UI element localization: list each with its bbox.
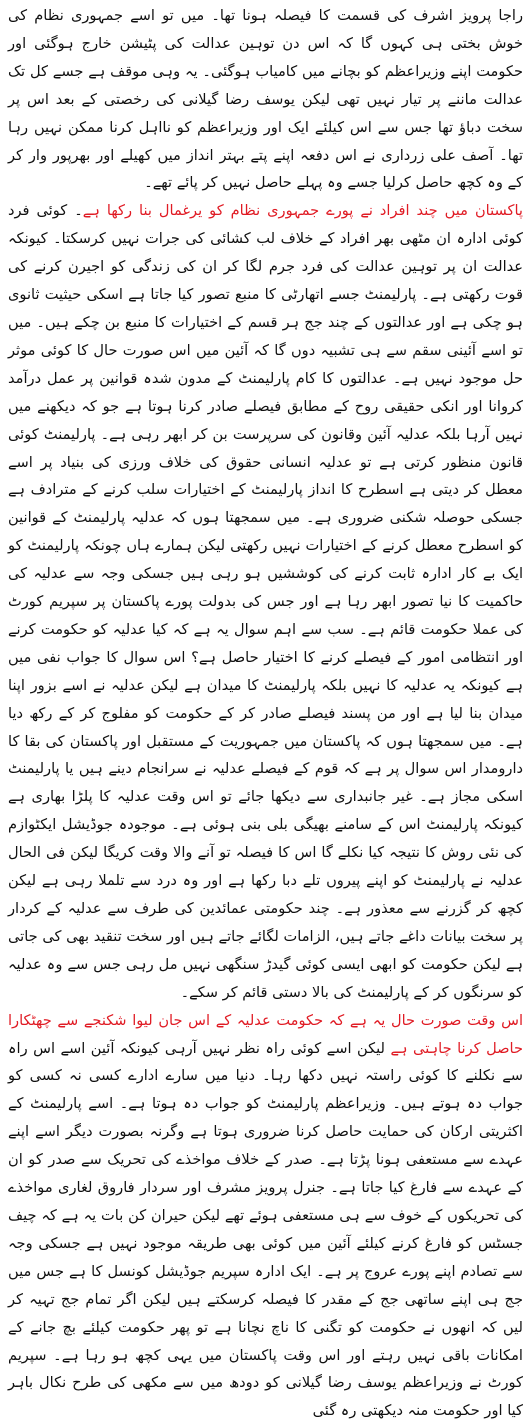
highlighted-lead-sentence: پاکستان میں چند افراد نے پورے جمہوری نظام کو یرغمال بنا رکھا ہے [82,202,523,220]
article-paragraph-1 [8,2,523,197]
paragraph-2-text: ۔ کوئی فرد کوئی ادارہ ان مٹھی بھر افراد کے خلاف لب کشائی کی جرات نہیں کرسکتا۔ کیونکہ عدالت ان پر توہین عدالت کی فرد جرم لگا کر ان کی زندگی کو اجیرن کرنے کی قوت رکھتی ہے۔ پارلیمنٹ جسے اتھارٹی کا منبع تصور کیا جاتا ہے اسکی حیثیت ثانوی ہو چکی ہے اور عدالتوں کے چند جج ہر قسم کے اختیارات کا منبع بن چکے ہیں۔ میں تو اسے آئینی سقم سے ہی تشبیہ دوں گا کہ آئین میں اس صورت حال کا کوئی موثر حل موجود نہیں ہے۔ عدالتوں کا کام پارلیمنٹ کے مدون شدہ قوانین پر عمل درآمد کروانا اور انکی حقیقی روح کے مطابق فیصلے صادر کرنا ہوتا ہے جو کہ دیکھنے میں نہیں آرہا بلکہ عدلیہ آئین وقانون کی سرپرست بن کر ابھر رہی ہے۔ پارلیمنٹ کوئی قانون منظور کرتی ہے تو عدلیہ انسانی حقوق کی خلاف ورزی کی بنیاد پر اسے معطل کر دیتی ہے اسطرح کا انداز پارلیمنٹ کے اختیارات سلب کرنے کے مترادف ہے جسکی حوصلہ شکنی ضروری ہے۔ میں سمجھتا ہوں کہ عدلیہ پارلیمنٹ کے قوانین کو اسطرح معطل کرنے کے اختیارات نہیں رکھتی لیکن ہمارے ہاں چونکہ پارلیمنٹ کو ایک بے کار ادارہ ثابت کرنے کی کوششیں ہو رہی ہیں جسکی وجہ سے عدلیہ کی حاکمیت کا نیا تصور ابھر رہا ہے اور جس کی بدولت پورے پاکستان پر سپریم کورٹ کی عملا حکومت قائم ہے۔ سب سے اہم سوال یہ ہے کہ کیا عدلیہ کو حکومت کرنے اور انتظامی امور کے فیصلے کرنے کا اختیار حاصل ہے؟ اس سوال کا جواب نفی میں ہے کیونکہ یہ عدلیہ کا نہیں بلکہ پارلیمنٹ کا میدان ہے لیکن عدلیہ نے اسے بزور اپنا میدان بنا لیا ہے اور من پسند فیصلے صادر کر کے حکومت کو مفلوج کر کے رکھ دیا ہے۔ میں سمجھتا ہوں کہ پاکستان میں جمہوریت کے مستقبل اور پاکستان کی بقا کا دارومدار اس سوال پر ہے کہ قوم کے فیصلے عدلیہ نے سرانجام دینے ہیں یا پارلیمنٹ اسکی مجاز ہے۔ غیر جانبداری سے دیکھا جائے تو اس وقت عدلیہ کا پلڑا بھاری ہے کیونکہ پارلیمنٹ اس کے سامنے بھیگی بلی بنی ہوئی ہے۔ موجودہ جوڈیشل ایکٹوازم کی نئی روش کا نتیجہ کیا نکلے گا اس کا فیصلہ تو آنے والا وقت کریگا لیکن فی الحال عدلیہ نے پارلیمنٹ کو اپنے پیروں تلے دبا رکھا ہے اور وہ درد سے تلملا رہی ہے لیکن کچھ کر گزرنے سے معذور ہے۔ چند حکومتی عمائدین کی طرف سے عدلیہ کے کردار پر سخت بیانات داغے جاتے ہیں، الزامات لگائے جاتے ہیں اور سخت تنقید بھی کی جاتی ہے لیکن حکومت کو ابھی ایسی کوئی گیدڑ سنگھی نہیں مل رہی جس سے وہ عدلیہ کو سرنگوں کر کے پارلیمنٹ کی بالا دستی قائم کر سکے۔ [8,202,523,1001]
paragraph-1-text: راجا پرویز اشرف کی قسمت کا فیصلہ ہونا تھا۔ میں تو اسے جمہوری نظام کی خوش بختی ہی کہوں گا کہ اس دن توہین عدالت کی پٹیشن خارج ہوگئی اور حکومت اپنے وزیراعظم کو بچانے میں کامیاب ہوگئی۔ یہ وہی موقف ہے جسے کل تک عدالت ماننے پر تیار نہیں تھی لیکن یوسف رضا گیلانی کی رخصتی کے بعد اس پر سخت دباؤ تھا جس سے اس کیلئے ایک اور وزیراعظم کو نااہل کرنا ممکن نہیں رہا تھا۔ آصف علی زرداری نے اس دفعہ اپنے پتے بہتر انداز میں کھیلے اور بھرپور وار کر کے وہ کچھ حاصل کرلیا جسے وہ پہلے حاصل نہیں کر پائے تھے۔ [8,7,523,192]
paragraph-3-text: لیکن اسے کوئی راہ نظر نہیں آرہی کیونکہ آئین اسے اس راہ سے نکلنے کا کوئی راستہ نہیں دکھا رہا۔ دنیا میں سارے ادارے کسی نہ کسی کو جواب دہ ہوتے ہیں۔ وزیراعظم پارلیمنٹ کو جواب دہ ہوتا ہے۔ اسے پارلیمنٹ کے اکثریتی ارکان کی حمایت حاصل کرنا ضروری ہوتا ہے وگرنہ بصورت دیگر اسے اپنے عہدے سے مستعفی ہونا پڑتا ہے۔ صدر کے خلاف مواخذے کی تحریک سے صدر کو ان کے عہدے سے فارغ کیا جاتا ہے۔ جنرل پرویز مشرف اور سردار فاروق لغاری مواخذے کی تحریکوں کے خوف سے ہی مستعفی ہوئے تھے لیکن حیران کن بات یہ ہے کہ چیف جسٹس کو فارغ کرنے کیلئے آئین میں کوئی بھی طریقہ موجود نہیں ہے جسکی وجہ سے تصادم اپنے پورے عروج پر ہے۔ ایک ادارہ سپریم جوڈیشل کونسل کا ہے جس میں جج ہی اپنے ساتھی جج کے مقدر کا فیصلہ کرسکتے ہیں لیکن اگر تمام جج تہیہ کر لیں کہ انھوں نے حکومت کو تگنی کا ناچ نچانا ہے تو پھر حکومت کیلئے بچ جانے کے امکانات باقی نہیں رہتے اور اس وقت پاکستان میں یہی کچھ ہو رہا ہے۔ سپریم کورٹ نے وزیراعظم یوسف رضا گیلانی کو دودھ میں سے مکھی کی طرح نکال باہر کیا اور حکومت منہ دیکھتی رہ گئی [8,1039,523,1420]
article-paragraph-2 [8,197,523,1006]
article-paragraph-3 [8,1007,523,1425]
highlighted-lead-sentence: اس وقت صورت حال یہ ہے کہ حکومت عدلیہ کے اس جان لیوا شکنجے سے چھٹکارا حاصل کرنا چاہتی ہے [8,1011,523,1057]
